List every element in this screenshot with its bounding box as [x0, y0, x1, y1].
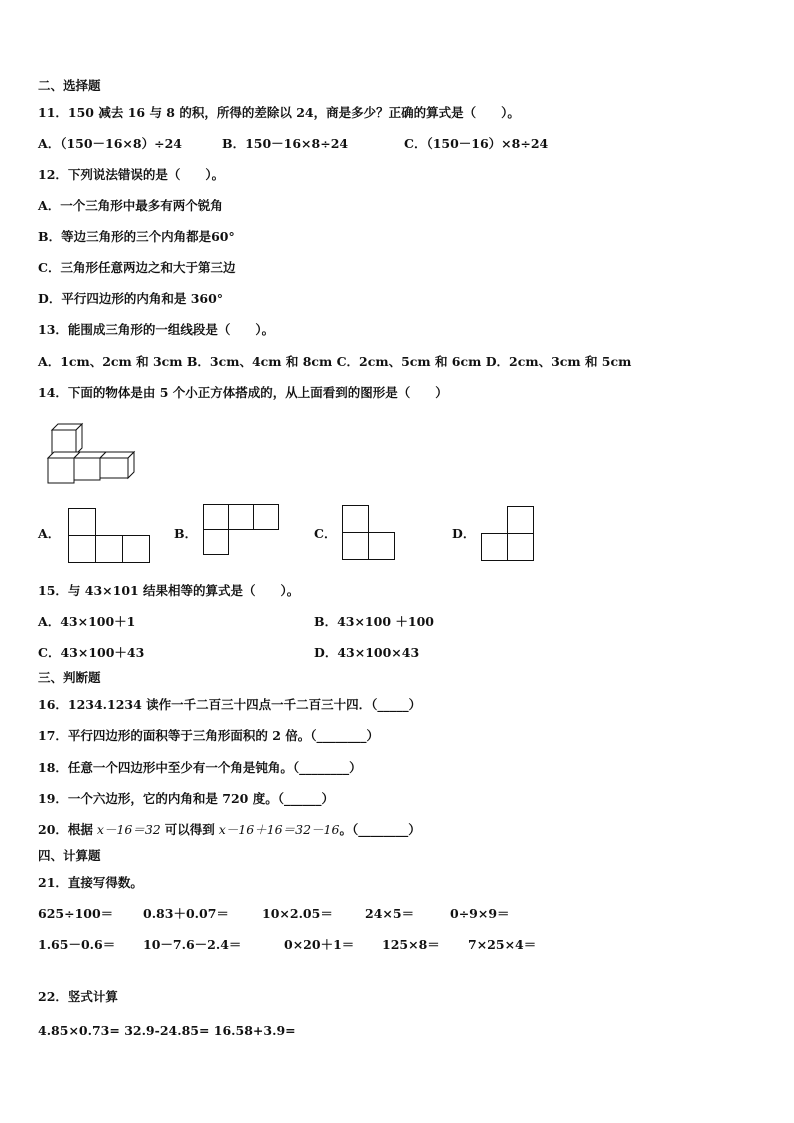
q21-item: 10×2.05＝ [262, 906, 333, 921]
q21-item: 0×20＋1＝ [284, 937, 355, 952]
question-18: 18．任意一个四边形中至少有一个角是钝角。（________） [38, 760, 362, 775]
question-14-stem: 14．下面的物体是由 5 个小正方体搭成的，从上面看到的图形是（ ） [38, 385, 448, 400]
q20-suffix: 。（________） [339, 822, 421, 837]
q12-option-b[interactable]: B．等边三角形的三个内角都是60° [38, 229, 235, 244]
q15-option-a[interactable]: A．43×100＋1 [38, 614, 136, 629]
q15-option-c[interactable]: C．43×100＋43 [38, 645, 145, 660]
q15-option-d[interactable]: D．43×100×43 [314, 645, 420, 660]
q21-item: 10－7.6－2.4＝ [143, 937, 242, 952]
question-12-stem: 12．下列说法错误的是（ ）。 [38, 167, 225, 182]
question-21-stem: 21．直接写得数。 [38, 875, 143, 890]
cube-stack-figure [44, 420, 144, 490]
question-16: 16．1234.1234 读作一千二百三十四点一千二百三十四．（_____） [38, 697, 422, 712]
q14-label-b[interactable]: B． [174, 526, 198, 541]
q21-item: 1.65－0.6＝ [38, 937, 116, 952]
q21-item: 625÷100＝ [38, 906, 114, 921]
q12-option-a[interactable]: A．一个三角形中最多有两个锐角 [38, 198, 223, 213]
section-heading-calculation: 四、计算题 [38, 848, 101, 863]
q12-option-d[interactable]: D．平行四边形的内角和是 360° [38, 291, 224, 306]
question-15-stem: 15．与 43×101 结果相等的算式是（ ）。 [38, 583, 300, 598]
q11-option-a[interactable]: A．（150－16×8）÷24 [38, 136, 182, 151]
q13-options[interactable]: A．1cm、2cm 和 3cm B．3cm、4cm 和 8cm C．2cm、5cm 和 6cm D．2cm、3cm 和 5cm [38, 354, 632, 369]
q20-equation-2: x－16＋16＝32－16 [218, 822, 340, 837]
q12-option-c[interactable]: C．三角形任意两边之和大于第三边 [38, 260, 236, 275]
q21-item: 0.83＋0.07＝ [143, 906, 229, 921]
q11-option-b[interactable]: B．150－16×8÷24 [222, 136, 349, 151]
question-13-stem: 13．能围成三角形的一组线段是（ ）。 [38, 322, 275, 337]
q14-label-d[interactable]: D． [452, 526, 476, 541]
q14-option-d-shape[interactable] [481, 506, 537, 564]
q15-option-b[interactable]: B．43×100 ＋100 [314, 614, 434, 629]
q21-item: 125×8＝ [382, 937, 440, 952]
q14-option-b-shape[interactable] [203, 504, 281, 560]
q11-option-c[interactable]: C．（150－16）×8÷24 [404, 136, 549, 151]
q21-item: 0÷9×9＝ [450, 906, 510, 921]
q14-label-c[interactable]: C． [314, 526, 337, 541]
question-17: 17．平行四边形的面积等于三角形面积的 2 倍。（________） [38, 728, 380, 743]
q14-option-c-shape[interactable] [342, 505, 398, 563]
q14-option-a-shape[interactable] [68, 508, 152, 564]
q21-item: 24×5＝ [365, 906, 415, 921]
question-11-stem: 11．150 减去 16 与 8 的积，所得的差除以 24，商是多少？正确的算式是（ ）。 [38, 105, 520, 120]
question-22-stem: 22．竖式计算 [38, 989, 118, 1004]
q22-expressions: 4.85×0.73= 32.9-24.85= 16.58+3.9= [38, 1023, 296, 1038]
section-heading-judgement: 三、判断题 [38, 670, 101, 685]
section-heading-choice: 二、选择题 [38, 78, 101, 93]
q20-equation-1: x－16＝32 [96, 822, 161, 837]
q20-middle: 可以得到 [164, 822, 215, 837]
q21-item: 7×25×4＝ [468, 937, 537, 952]
q20-prefix: 20．根据 [38, 822, 93, 837]
question-19: 19．一个六边形，它的内角和是 720 度。（______） [38, 791, 334, 806]
question-20 [38, 822, 421, 838]
q14-label-a[interactable]: A． [38, 526, 61, 541]
